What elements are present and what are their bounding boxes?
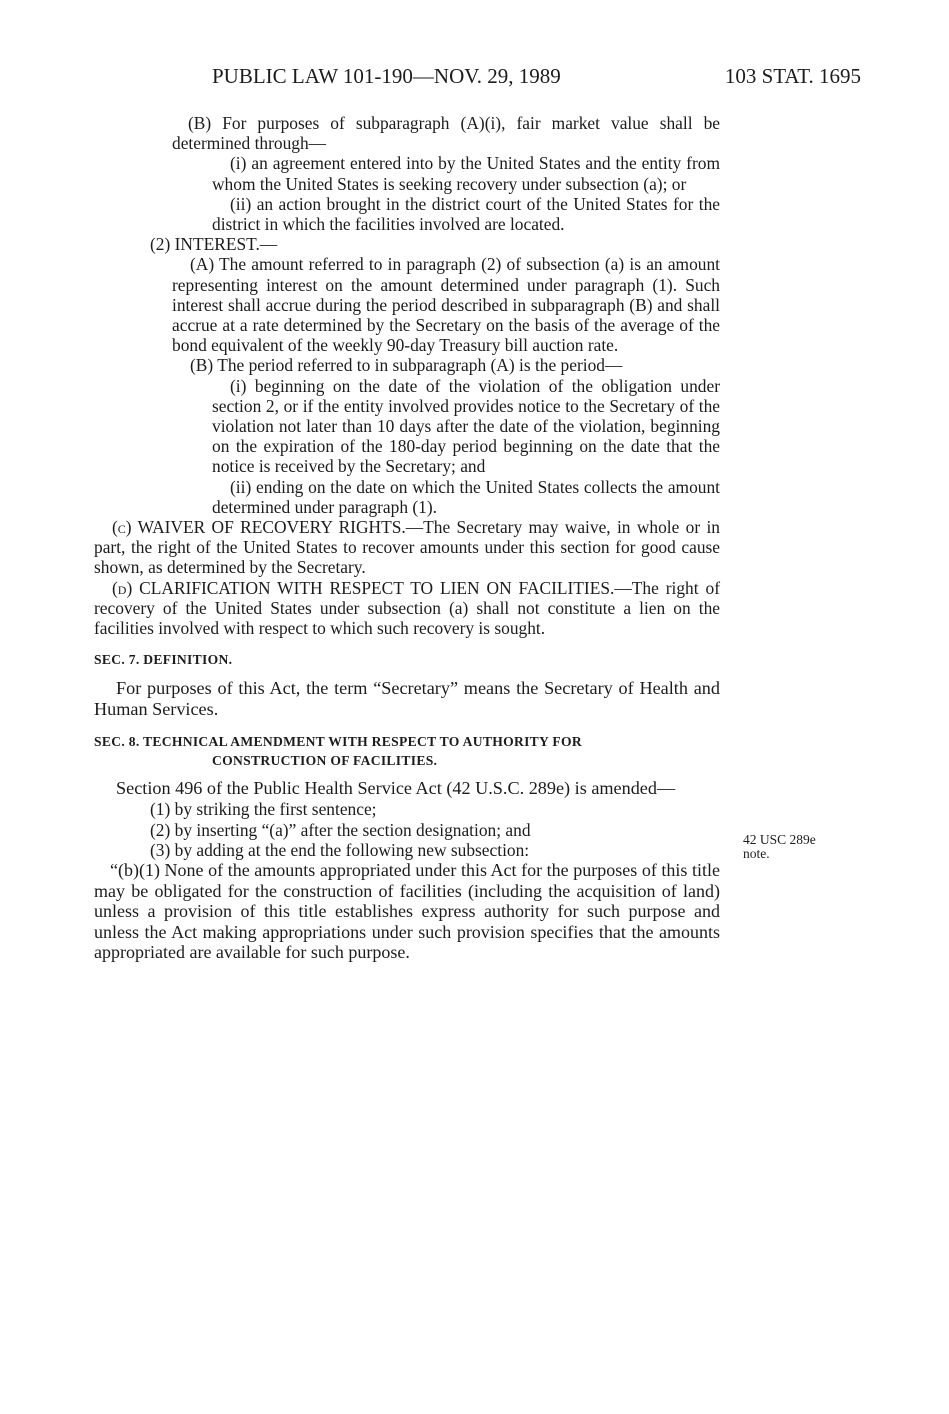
page-header (0, 64, 949, 90)
section-8-heading-line-1: SEC. 8. TECHNICAL AMENDMENT WITH RESPECT TO AUTHORITY FOR (94, 734, 582, 750)
section-8-heading-line-2: CONSTRUCTION OF FACILITIES. (212, 753, 438, 769)
para-b-intro: (B) For purposes of subparagraph (A)(i), fair market value shall be determined through— (172, 113, 720, 154)
section-8-heading (94, 732, 720, 770)
section-7-heading: SEC. 7. DEFINITION. (94, 652, 233, 668)
section-8-item-1: (1) by striking the first sentence; (150, 799, 377, 820)
para-interest-b-ii: (ii) ending on the date on which the United States collects the amount determined under paragraph (1). (212, 476, 720, 517)
section-8-intro: Section 496 of the Public Health Service Act (42 U.S.C. 289e) is amended— (116, 778, 676, 799)
margin-note-line-1: 42 USC 289e (743, 832, 816, 847)
para-b-i: (i) an agreement entered into by the United States and the entity from whom the United States is seeking recovery under subsection (a); or (212, 153, 720, 194)
section-8-item-2: (2) by inserting “(a)” after the section designation; and (150, 819, 531, 840)
section-8-item-3: (3) by adding at the end the following new subsection: (150, 839, 530, 860)
para-interest-b: (B) The period referred to in subparagraph (A) is the period— (190, 355, 623, 376)
para-b-ii: (ii) an action brought in the district court of the United States for the district in which the facilities involved are located. (212, 193, 720, 235)
subsection-c-heading: (c) WAIVER OF RECOVERY RIGHTS.— (112, 517, 424, 538)
interest-heading: (2) INTEREST.— (150, 234, 278, 255)
subsection-d-heading: (d) CLARIFICATION WITH RESPECT TO LIEN ON FACILITIES.— (112, 577, 632, 598)
section-7-text: For purposes of this Act, the term “Secretary” means the Secretary of Health and Human Services. (94, 678, 720, 720)
margin-note-line-2: note. (743, 846, 770, 861)
subsection-d-text: The right of recovery of the United States under subsection (a) shall not constitute a lien on the facilities involved with respect to which such recovery is sought. (94, 577, 720, 639)
subsection-c-text: The Secretary may waive, in whole or in part, the right of the United States to recover amounts under this section for good cause shown, as determined by the Secretary. (94, 517, 721, 578)
margin-citation-note (743, 833, 816, 861)
subsection-d (94, 578, 720, 639)
header-title: PUBLIC LAW 101-190—NOV. 29, 1989 (212, 64, 561, 88)
subsection-c (94, 517, 720, 578)
document-body (94, 113, 720, 963)
para-interest-b-i: (i) beginning on the date of the violation of the obligation under section 2, or if the entity involved provides notice to the Secretary of the violation not later than 10 days after the date of the violation, beginning on the expiration of the 180-day period beginning on the date that the notice is received by the Secretary; and (212, 375, 720, 477)
para-interest-a: (A) The amount referred to in paragraph (2) of subsection (a) is an amount representing interest on the amount determined under paragraph (1). Such interest shall accrue during the period described in subparagraph (B) and shall accrue at a rate determined by the Secretary on the basis of the average of the bond equivalent of the weekly 90-day Treasury bill auction rate. (172, 254, 720, 356)
section-8-new-subsection-b1: “(b)(1) None of the amounts appropriated under this Act for the purposes of this title may be obligated for the construction of facilities (including the acquisition of land) unless a provision of this title establishes express authority for such purpose and unless the Act making appropriations under such provision specifies that the amounts appropriated are available for such purpose. (94, 860, 720, 963)
statute-page-number: 103 STAT. 1695 (724, 64, 861, 88)
